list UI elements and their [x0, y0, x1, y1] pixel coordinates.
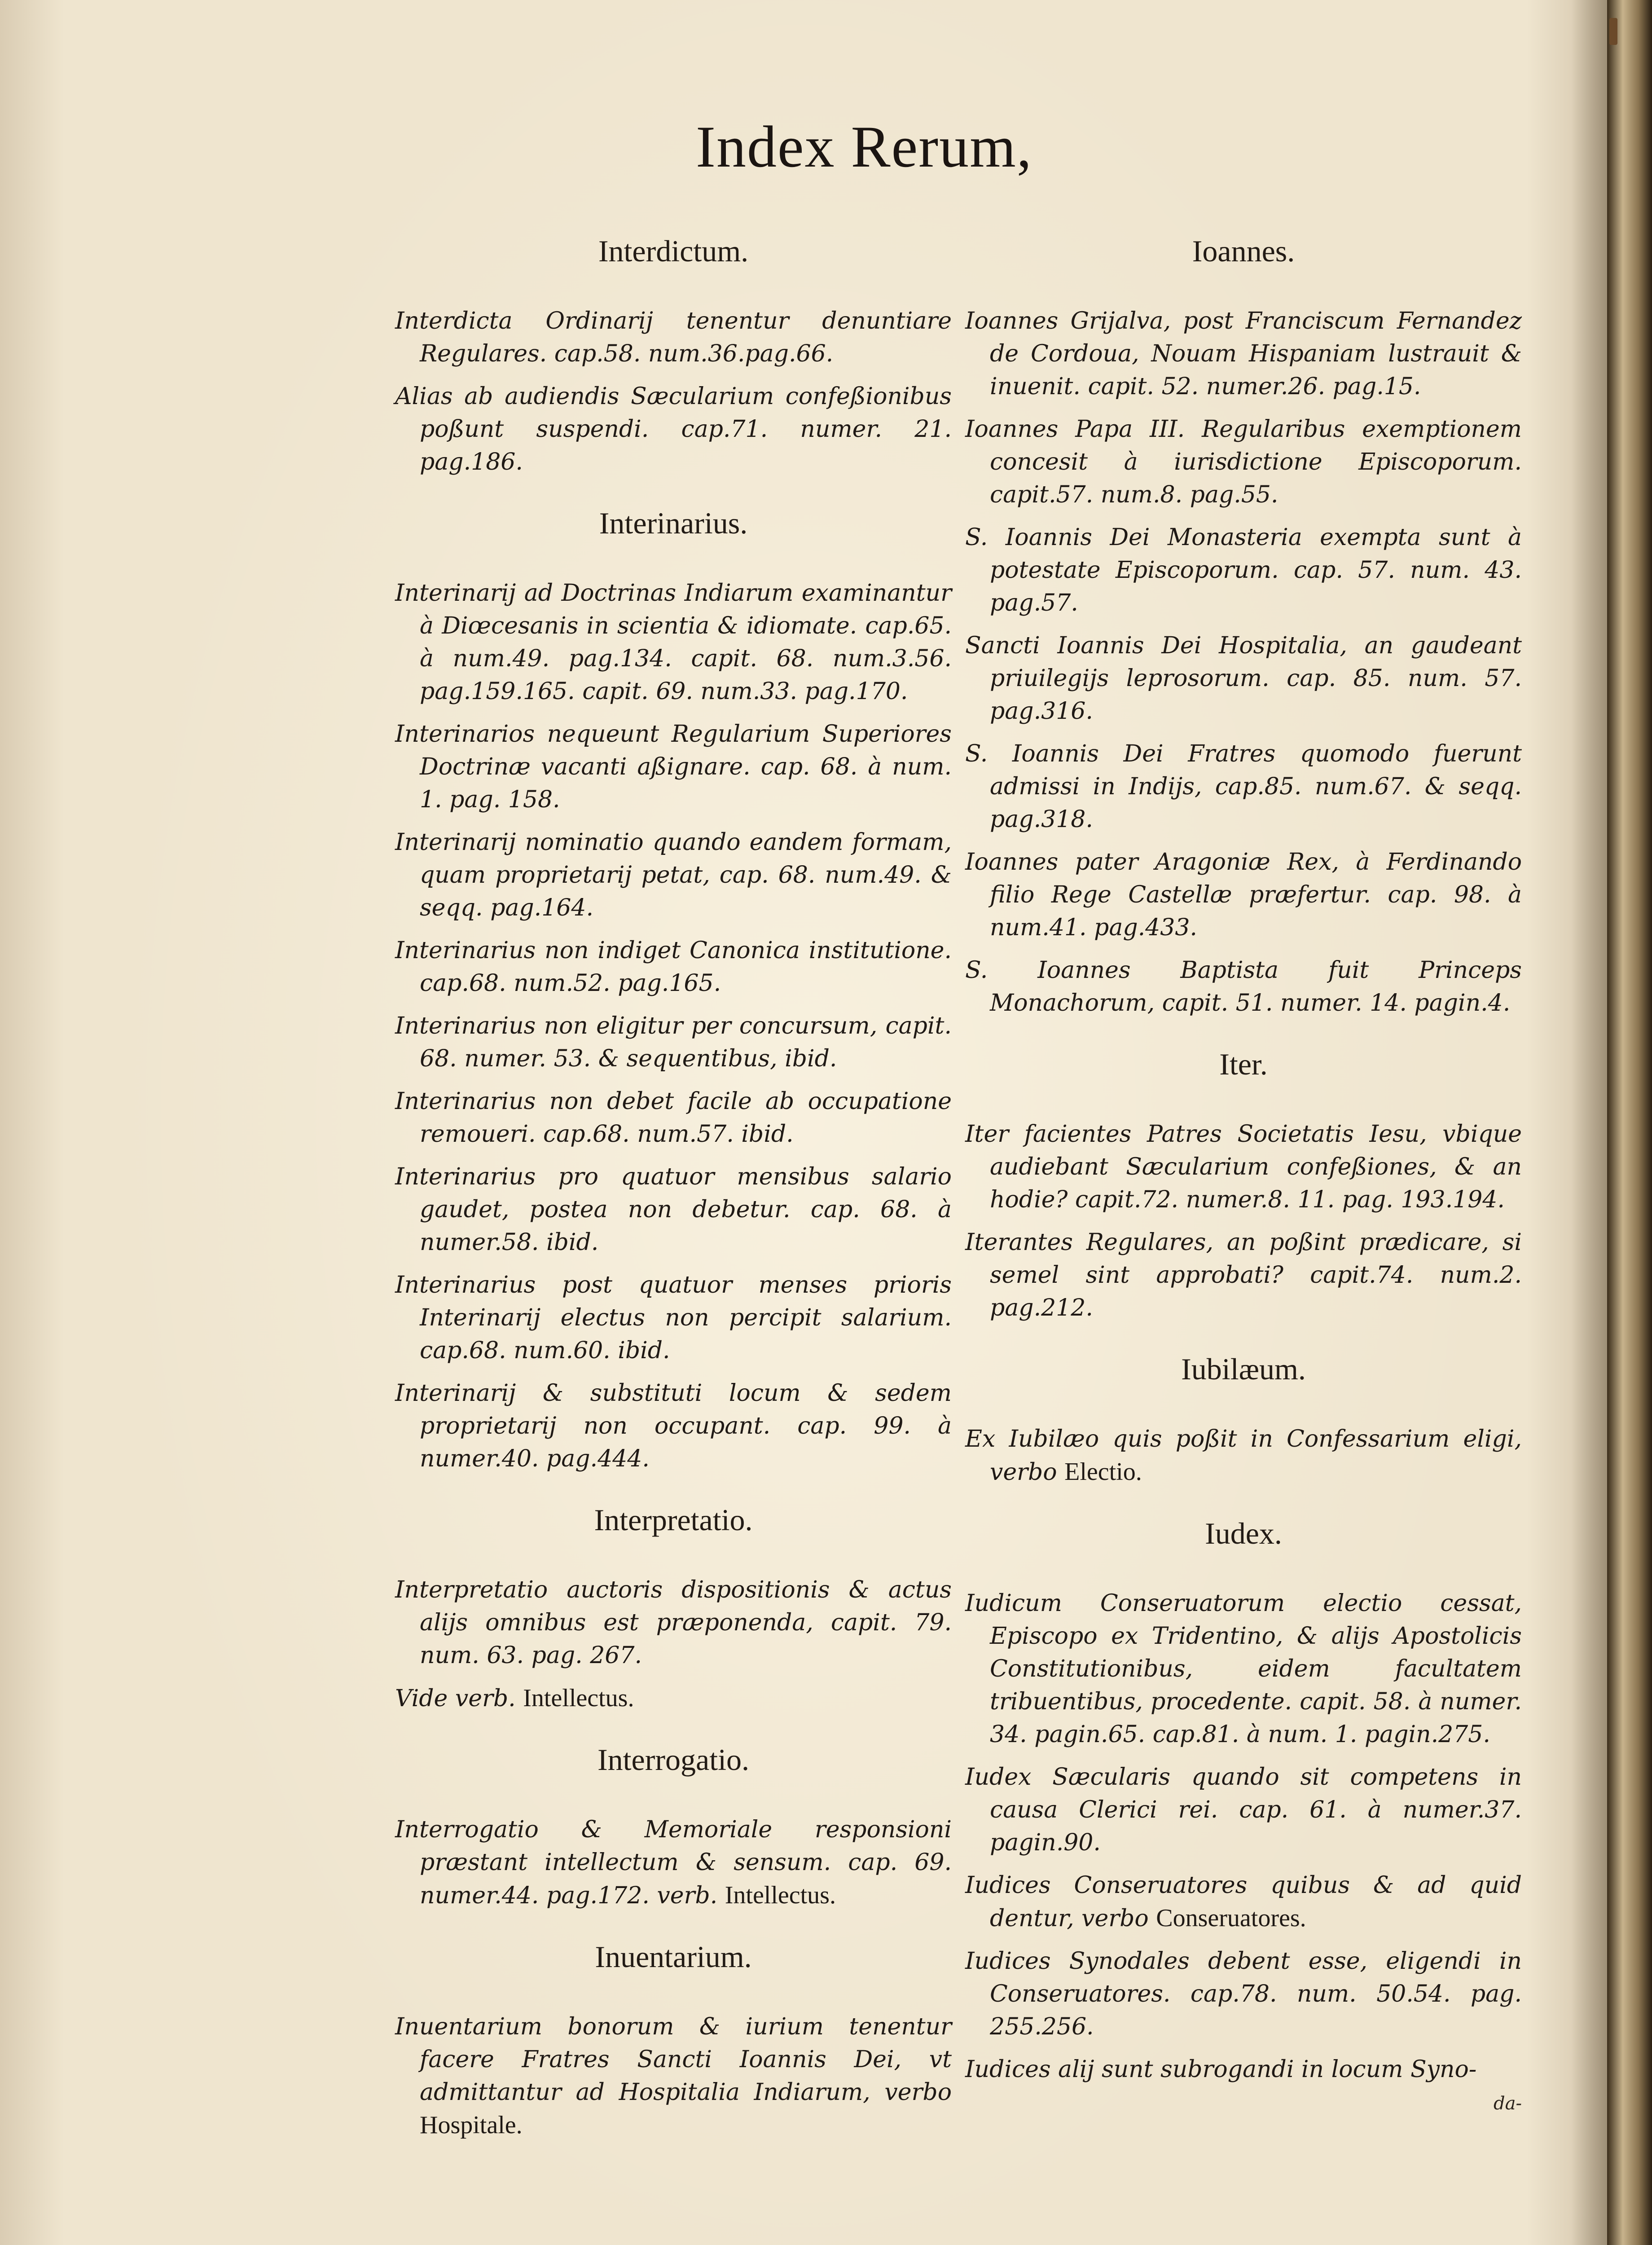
index-entry [965, 1945, 1522, 2043]
section-heading: Interrogatio. [598, 1743, 749, 1777]
index-entry [395, 577, 952, 708]
index-entry [395, 380, 952, 479]
index-entry [395, 1269, 952, 1367]
entry-text: Iter facientes Patres Societatis Iesu, vbique audiebant Sæcularium confeßiones, & an hodie? capit.72. numer.8. 11. pag. 193.194. [965, 1121, 1522, 1213]
entry-text: Ex Iubilæo quis poßit in Confessarium eligi, verbo [965, 1426, 1522, 1486]
index-entry [965, 629, 1522, 728]
index-entry [965, 521, 1522, 620]
entry-text: Ioannes pater Aragoniæ Rex, à Ferdinando filio Rege Castellæ præfertur. cap. 98. à num.41. pag.433. [965, 849, 1522, 941]
entry-text: Interdicta Ordinarij tenentur denuntiare Regulares. cap.58. num.36.pag.66. [395, 308, 952, 367]
index-entry [395, 718, 952, 816]
page-edge-shadow [1571, 0, 1607, 2245]
entry-text: Interpretatio auctoris dispositionis & actus alijs omnibus est præponenda, capit. 79. num. 63. pag. 267. [395, 1576, 952, 1669]
entry-text: Interinarius post quatuor menses prioris Interinarij electus non percipit salarium. cap.68. num.60. ibid. [395, 1272, 952, 1364]
cross-reference: Hospitale. [420, 2111, 523, 2139]
entry-text: Interinarios nequeunt Regularium Superiores Doctrinæ vacanti aßignare. cap. 68. à num. 1. pag. 158. [395, 721, 952, 813]
index-entry [395, 1010, 952, 1075]
section-heading: Ioannes. [1192, 234, 1295, 268]
entry-text: Alias ab audiendis Sæcularium confeßionibus poßunt suspendi. cap.71. numer. 21. pag.186. [395, 383, 952, 475]
index-entry [965, 305, 1522, 403]
entry-text: Iudex Sæcularis quando sit competens in causa Clerici rei. cap. 61. à numer.37. pagin.90. [965, 1764, 1522, 1856]
left-column [395, 233, 952, 2152]
entry-text: Interrogatio & Memoriale responsioni præstant intellectum & sensum. cap. 69. numer.44. pag.172. verb. [395, 1816, 952, 1909]
entry-text: Iudices Conseruatores quibus & ad quid dentur, verbo [965, 1872, 1522, 1932]
section-heading: Inuentarium. [595, 1940, 752, 1974]
index-entry [965, 846, 1522, 944]
section-heading: Iubilæum. [1181, 1352, 1306, 1386]
adjacent-page-edge [1607, 0, 1652, 2245]
index-entry [395, 1574, 952, 1672]
entry-text: Iudices Synodales debent esse, eligendi in Conseruatores. cap.78. num. 50.54. pag. 255.256. [965, 1948, 1522, 2040]
binding-tab [1609, 18, 1617, 45]
entry-text: Ioannes Papa III. Regularibus exemptionem concesit à iurisdictione Episcoporum. capit.57. num.8. pag.55. [965, 416, 1522, 508]
index-entry [395, 1085, 952, 1151]
index-entry [395, 826, 952, 924]
index-entry [965, 738, 1522, 836]
entry-text: Interinarius non indiget Canonica institutione. cap.68. num.52. pag.165. [395, 937, 952, 997]
entry-text: Inuentarium bonorum & iurium tenentur facere Fratres Sancti Ioannis Dei, vt admittantur ad Hospitalia Indiarum, verbo [395, 2013, 952, 2106]
index-entry [965, 1423, 1522, 1489]
entry-text: Interinarij & substituti locum & sedem proprietarij non occupant. cap. 99. à numer.40. pag.444. [395, 1380, 952, 1472]
index-entry [965, 1226, 1522, 1325]
entry-text: Interinarius non eligitur per concursum, capit. 68. numer. 53. & sequentibus, ibid. [395, 1012, 952, 1072]
index-entry [965, 1761, 1522, 1859]
index-entry [965, 1587, 1522, 1751]
section-heading: Interpretatio. [594, 1503, 753, 1537]
section-heading: Interdictum. [598, 234, 749, 268]
entry-text: Vide verb. [395, 1685, 516, 1712]
catchword: da- [1494, 2093, 1522, 2114]
entry-text: Interinarius pro quatuor mensibus salario gaudet, postea non debetur. cap. 68. à numer.58. ibid. [395, 1163, 952, 1256]
entry-text: S. Ioannis Dei Monasteria exempta sunt à potestate Episcoporum. cap. 57. num. 43. pag.57. [965, 524, 1522, 616]
section-heading: Iudex. [1205, 1516, 1282, 1550]
section-heading: Interinarius. [599, 506, 748, 540]
entry-text: Iudicum Conseruatorum electio cessat, Episcopo ex Tridentino, & alijs Apostolicis Constitutionibus, eidem facultatem tribuentibus, procedente. capit. 58. à numer. 34. pagin.65. cap.81. à num. 1. pagin.275. [965, 1590, 1522, 1748]
entry-text: S. Ioannis Dei Fratres quomodo fuerunt admissi in Indijs, cap.85. num.67. & seqq. pag.318. [965, 740, 1522, 833]
cross-reference: Intellectus. [523, 1684, 634, 1712]
entry-text: Interinarij ad Doctrinas Indiarum examinantur à Diœcesanis in scientia & idiomate. cap.65. à num.49. pag.134. capit. 68. num.3.56. pag.159.165. capit. 69. num.33. pag.170. [395, 580, 952, 705]
index-entry [395, 2011, 952, 2142]
page-title: Index Rerum, [696, 114, 1032, 180]
index-entry [395, 1682, 952, 1715]
entry-text: S. Ioannes Baptista fuit Princeps Monachorum, capit. 51. numer. 14. pagin.4. [965, 957, 1522, 1017]
index-entry [395, 1814, 952, 1912]
index-entry [395, 305, 952, 370]
index-entry [395, 934, 952, 1000]
index-entry [395, 1161, 952, 1259]
cross-reference: Intellectus. [725, 1881, 836, 1909]
entry-text: Sancti Ioannis Dei Hospitalia, an gaudeant priuilegijs leprosorum. cap. 85. num. 57. pag.316. [965, 632, 1522, 725]
right-column [965, 233, 1522, 2114]
entry-text: Interinarij nominatio quando eandem formam, quam proprietarij petat, cap. 68. num.49. & seqq. pag.164. [395, 829, 952, 921]
index-entry [965, 413, 1522, 511]
cross-reference: Conseruatores. [1156, 1904, 1306, 1932]
index-entry [965, 1118, 1522, 1216]
index-entry [965, 1869, 1522, 1935]
entry-text: Iudices alij sunt subrogandi in locum Syno- [965, 2056, 1477, 2083]
index-entry [965, 2053, 1522, 2086]
index-entry [395, 1377, 952, 1475]
index-entry [965, 954, 1522, 1020]
section-heading: Iter. [1219, 1047, 1268, 1081]
entry-text: Iterantes Regulares, an poßint prædicare, si semel sint approbati? capit.74. num.2. pag.212. [965, 1229, 1522, 1321]
entry-text: Interinarius non debet facile ab occupatione remoueri. cap.68. num.57. ibid. [395, 1088, 952, 1148]
entry-text: Ioannes Grijalva, post Franciscum Fernandez de Cordoua, Nouam Hispaniam lustrauit & inuenit. capit. 52. numer.26. pag.15. [965, 308, 1522, 400]
cross-reference: Electio. [1064, 1458, 1142, 1486]
